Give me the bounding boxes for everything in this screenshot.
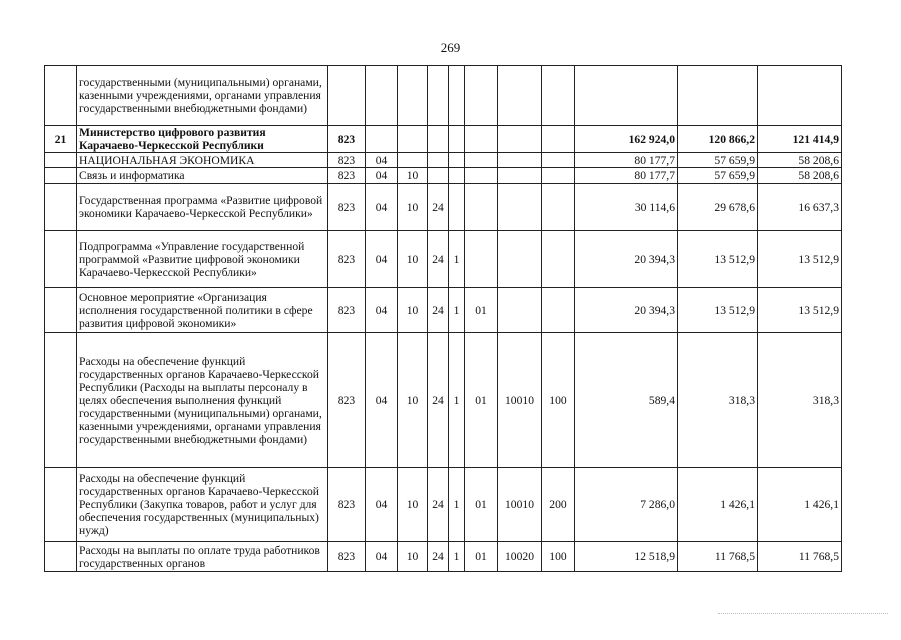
row-number [45,288,77,333]
table-row [45,468,842,542]
grbs-code: 823 [328,468,366,542]
direction-code [498,231,542,288]
section-code: 04 [366,288,398,333]
grbs-code: 823 [328,542,366,572]
section-code: 04 [366,468,398,542]
direction-code [498,288,542,333]
row-number [45,168,77,184]
event-code: 01 [465,468,498,542]
amount-year-3: 58 208,6 [758,168,842,184]
event-code [465,168,498,184]
expense-type-code [542,231,575,288]
section-code: 04 [366,542,398,572]
event-code [465,184,498,231]
subprogram-code: 1 [449,542,465,572]
expense-type-code [542,66,575,126]
table-row [45,153,842,168]
grbs-code: 823 [328,168,366,184]
program-code [428,153,449,168]
subsection-code: 10 [398,184,428,231]
table-row [45,66,842,126]
expense-type-code: 200 [542,468,575,542]
subsection-code [398,153,428,168]
subprogram-code: 1 [449,231,465,288]
program-code: 24 [428,231,449,288]
amount-year-2: 13 512,9 [678,288,758,333]
subprogram-code: 1 [449,468,465,542]
amount-year-1: 30 114,6 [575,184,678,231]
program-code: 24 [428,542,449,572]
row-name: Связь и информатика [77,168,328,184]
section-code: 04 [366,231,398,288]
grbs-code: 823 [328,231,366,288]
grbs-code [328,66,366,126]
subsection-code: 10 [398,231,428,288]
amount-year-3: 121 414,9 [758,126,842,153]
amount-year-2: 120 866,2 [678,126,758,153]
row-number [45,542,77,572]
amount-year-2: 57 659,9 [678,168,758,184]
program-code [428,168,449,184]
table-row [45,231,842,288]
row-number [45,184,77,231]
row-name: Государственная программа «Развитие цифровой экономики Карачаево-Черкесской Республики» [77,184,328,231]
row-name: НАЦИОНАЛЬНАЯ ЭКОНОМИКА [77,153,328,168]
direction-code: 10010 [498,333,542,468]
amount-year-1: 80 177,7 [575,153,678,168]
amount-year-3: 13 512,9 [758,288,842,333]
row-name: государственными (муниципальными) органами, казенными учреждениями, органами управления государственными внебюджетными фондами) [77,66,328,126]
event-code: 01 [465,288,498,333]
event-code [465,66,498,126]
program-code: 24 [428,468,449,542]
expense-type-code [542,288,575,333]
amount-year-2: 13 512,9 [678,231,758,288]
amount-year-3: 58 208,6 [758,153,842,168]
subsection-code [398,126,428,153]
amount-year-3: 1 426,1 [758,468,842,542]
scan-artifact [718,613,888,615]
row-number [45,333,77,468]
event-code [465,153,498,168]
event-code: 01 [465,333,498,468]
program-code: 24 [428,288,449,333]
amount-year-1: 20 394,3 [575,288,678,333]
table-row [45,542,842,572]
section-code: 04 [366,333,398,468]
event-code [465,231,498,288]
grbs-code: 823 [328,333,366,468]
subprogram-code [449,66,465,126]
table-row [45,333,842,468]
amount-year-2: 29 678,6 [678,184,758,231]
direction-code [498,168,542,184]
expense-type-code [542,153,575,168]
subsection-code: 10 [398,468,428,542]
row-name: Министерство цифрового развития Карачаево-Черкесской Республики [77,126,328,153]
budget-table [44,65,842,572]
row-name: Расходы на обеспечение функций государственных органов Карачаево-Черкесской Республики (Закупка товаров, работ и услуг для обеспечения государственных (муниципальных) нужд) [77,468,328,542]
section-code: 04 [366,168,398,184]
amount-year-1: 20 394,3 [575,231,678,288]
grbs-code: 823 [328,153,366,168]
row-number [45,153,77,168]
subprogram-code [449,126,465,153]
table-row [45,288,842,333]
row-number [45,468,77,542]
amount-year-1: 589,4 [575,333,678,468]
expense-type-code: 100 [542,542,575,572]
row-number [45,66,77,126]
row-name: Основное мероприятие «Организация исполнения государственной политики в сфере развития цифровой экономики» [77,288,328,333]
page-number: 269 [440,40,461,55]
event-code [465,126,498,153]
subsection-code: 10 [398,288,428,333]
subsection-code: 10 [398,333,428,468]
amount-year-2: 318,3 [678,333,758,468]
program-code: 24 [428,184,449,231]
section-code: 04 [366,184,398,231]
amount-year-1 [575,66,678,126]
row-name: Подпрограмма «Управление государственной программой «Развитие цифровой экономики Карачаево-Черкесской Республики» [77,231,328,288]
amount-year-1: 80 177,7 [575,168,678,184]
table-row [45,168,842,184]
amount-year-2: 1 426,1 [678,468,758,542]
subprogram-code [449,153,465,168]
event-code: 01 [465,542,498,572]
row-number [45,231,77,288]
row-number: 21 [45,126,77,153]
subsection-code: 10 [398,168,428,184]
row-name: Расходы на выплаты по оплате труда работников государственных органов [77,542,328,572]
amount-year-3: 11 768,5 [758,542,842,572]
section-code: 04 [366,153,398,168]
amount-year-1: 12 518,9 [575,542,678,572]
expense-type-code [542,168,575,184]
table-row [45,184,842,231]
subprogram-code: 1 [449,333,465,468]
grbs-code: 823 [328,126,366,153]
section-code [366,126,398,153]
direction-code: 10020 [498,542,542,572]
direction-code: 10010 [498,468,542,542]
amount-year-1: 7 286,0 [575,468,678,542]
subsection-code [398,66,428,126]
grbs-code: 823 [328,184,366,231]
row-name: Расходы на обеспечение функций государственных органов Карачаево-Черкесской Республики (Расходы на выплаты персоналу в целях обеспечения выполнения функций государственными (муниципальными) органами, казенными учреждениями, органами управления государственными внебюджетными фондами) [77,333,328,468]
program-code: 24 [428,333,449,468]
subsection-code: 10 [398,542,428,572]
amount-year-1: 162 924,0 [575,126,678,153]
subprogram-code [449,184,465,231]
table-row [45,126,842,153]
grbs-code: 823 [328,288,366,333]
amount-year-2 [678,66,758,126]
expense-type-code: 100 [542,333,575,468]
amount-year-2: 57 659,9 [678,153,758,168]
direction-code [498,184,542,231]
amount-year-3: 13 512,9 [758,231,842,288]
amount-year-2: 11 768,5 [678,542,758,572]
amount-year-3: 16 637,3 [758,184,842,231]
expense-type-code [542,184,575,231]
amount-year-3: 318,3 [758,333,842,468]
direction-code [498,153,542,168]
direction-code [498,126,542,153]
expense-type-code [542,126,575,153]
direction-code [498,66,542,126]
section-code [366,66,398,126]
subprogram-code: 1 [449,288,465,333]
program-code [428,66,449,126]
subprogram-code [449,168,465,184]
program-code [428,126,449,153]
amount-year-3 [758,66,842,126]
